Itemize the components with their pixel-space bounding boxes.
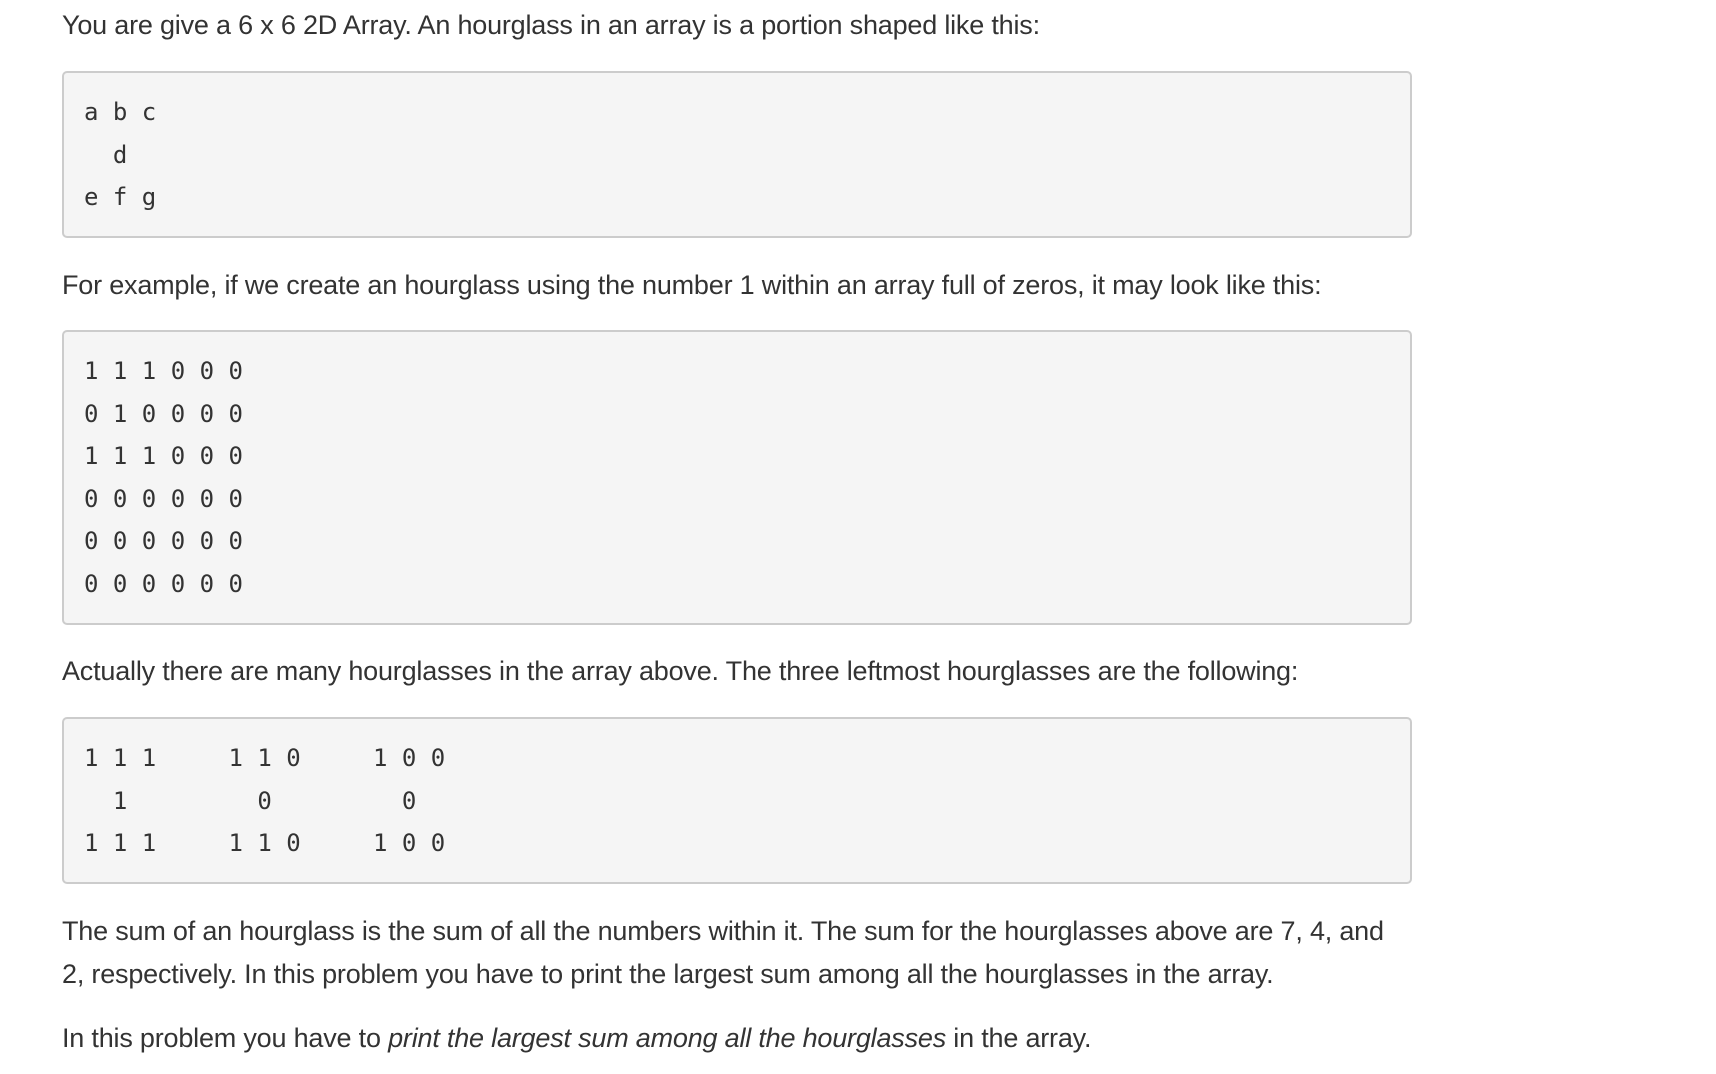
code-line: 1 1 1 0 0 0 [84,442,243,470]
leftmost-hourglasses-code-block [62,717,1412,884]
task-text-before: In this problem you have to [62,1023,389,1053]
code-line: 0 0 0 0 0 0 [84,527,243,555]
many-hourglasses-paragraph: Actually there are many hourglasses in the array above. The three leftmost hourglasses are the following: [62,656,1299,686]
code-line: e f g [84,183,157,211]
code-line: 0 0 0 0 0 0 [84,484,243,513]
example-array-code-block [62,330,1412,625]
code-line: 1 0 0 [84,786,417,815]
example-paragraph: For example, if we create an hourglass using the number 1 within an array full of zeros, it may look like this: [62,270,1322,300]
sum-paragraph: The sum of an hourglass is the sum of all the numbers within it. The sum for the hourglasses above are 7, 4, and 2, respectively. In this problem you have to print the largest sum among all the hourglasses in the array. [62,916,1384,989]
code-line: 1 1 1 0 0 0 [84,357,243,385]
code-line: 1 1 1 1 1 0 1 0 0 [84,829,446,857]
hourglass-shape-code-block [62,71,1412,238]
code-line: 1 1 1 1 1 0 1 0 0 [84,744,446,772]
code-line: d [84,140,128,169]
code-line: 0 1 0 0 0 0 [84,399,243,428]
task-emphasis: print the largest sum among all the hourglasses [388,1023,946,1053]
task-text-after: in the array. [946,1023,1092,1053]
code-line: 0 0 0 0 0 0 [84,569,243,598]
task-paragraph [62,1017,1091,1060]
code-line: a b c [84,98,157,126]
intro-paragraph: You are give a 6 x 6 2D Array. An hourglass in an array is a portion shaped like this: [62,10,1040,40]
